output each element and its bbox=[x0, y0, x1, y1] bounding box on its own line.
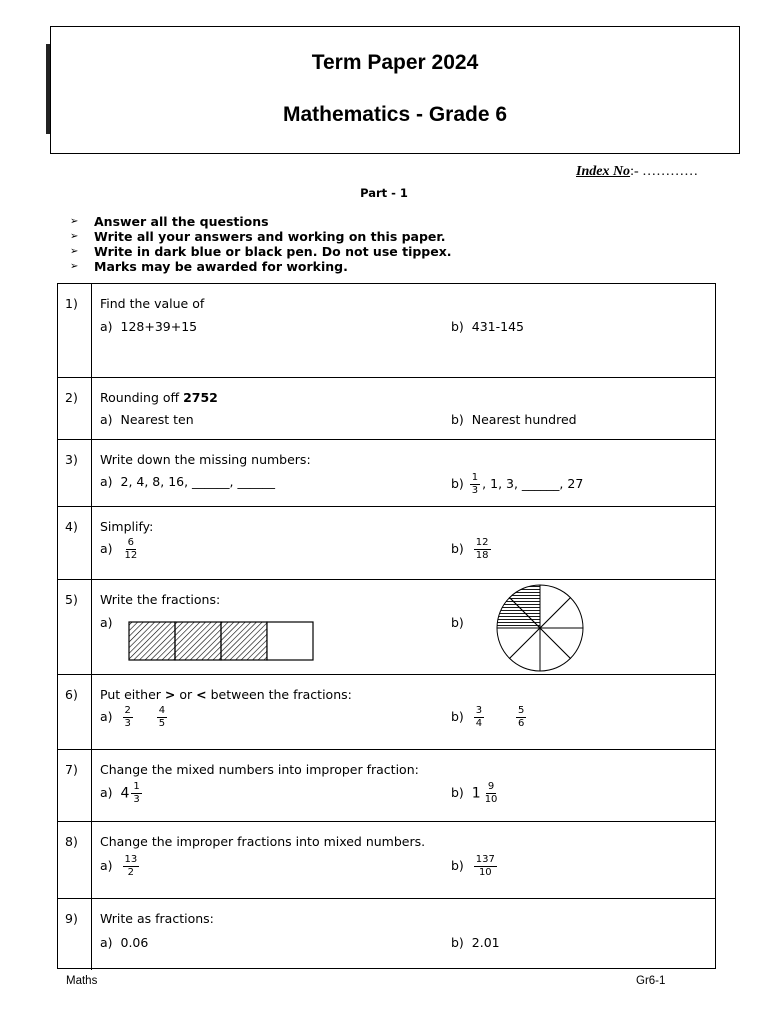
question-prompt: Write down the missing numbers: bbox=[100, 452, 311, 467]
part-a: a) 2, 4, 8, 16, ______, ______ bbox=[100, 474, 275, 489]
question-prompt: Simplify: bbox=[100, 519, 154, 534]
question-number: 2) bbox=[65, 390, 78, 405]
question-number: 4) bbox=[65, 519, 78, 534]
unshaded-part bbox=[267, 622, 313, 660]
part-b: b) $\frac{12}{18}$ bbox=[451, 537, 489, 561]
shaded-part bbox=[129, 622, 175, 660]
part-b: b) $\frac{3}{4}$ $\frac{5}{6}$ bbox=[451, 705, 525, 729]
part-b: b) 1 $\frac{9}{10}$ bbox=[451, 781, 498, 805]
fraction-circle-diagram bbox=[494, 582, 586, 674]
arrow-bullet-icon: ➢ bbox=[70, 246, 79, 257]
question-prompt: Write the fractions: bbox=[100, 592, 221, 607]
instruction-item: ➢ Marks may be awarded for working. bbox=[70, 259, 348, 274]
fraction-bar-diagram bbox=[128, 620, 314, 662]
part-a: a) 4 $\frac{1}{3}$ bbox=[100, 781, 140, 805]
question-number: 7) bbox=[65, 762, 78, 777]
part-heading: Part - 1 bbox=[360, 186, 408, 200]
question-row-6 bbox=[58, 675, 715, 750]
arrow-bullet-icon: ➢ bbox=[70, 216, 79, 227]
question-row-8 bbox=[58, 822, 715, 899]
question-number: 6) bbox=[65, 687, 78, 702]
shaded-part bbox=[175, 622, 221, 660]
footer-code: Gr6-1 bbox=[636, 975, 666, 987]
part-a: a) $\frac{13}{2}$ bbox=[100, 854, 138, 878]
arrow-bullet-icon: ➢ bbox=[70, 231, 79, 242]
less-than-symbol: < bbox=[196, 687, 207, 702]
part-a: a) 128+39+15 bbox=[100, 319, 198, 334]
question-number: 8) bbox=[65, 834, 78, 849]
part-b: b) $\frac{137}{10}$ bbox=[451, 854, 495, 878]
instruction-item: ➢ Write in dark blue or black pen. Do not use tippex. bbox=[70, 244, 452, 259]
question-row-2 bbox=[58, 378, 715, 440]
instruction-item: ➢ Write all your answers and working on this paper. bbox=[70, 229, 446, 244]
question-number: 1) bbox=[65, 296, 78, 311]
part-b: b) Nearest hundred bbox=[451, 412, 577, 427]
footer-subject: Maths bbox=[66, 975, 98, 987]
part-a: a) $\frac{6}{12}$ bbox=[100, 537, 138, 561]
question-number: 3) bbox=[65, 452, 78, 467]
question-prompt: Put either > or < between the fractions: bbox=[100, 687, 352, 702]
question-row-3 bbox=[58, 440, 715, 507]
paper-title: Term Paper 2024 bbox=[311, 51, 479, 74]
question-row-7 bbox=[58, 750, 715, 822]
question-prompt: Rounding off 2752 bbox=[100, 390, 218, 405]
question-row-4 bbox=[58, 507, 715, 580]
question-row-9 bbox=[58, 899, 715, 970]
question-prompt: Write as fractions: bbox=[100, 911, 214, 926]
instructions-list bbox=[70, 214, 452, 274]
question-prompt: Find the value of bbox=[100, 296, 205, 311]
part-b-label: b) bbox=[451, 615, 464, 630]
questions-table bbox=[57, 283, 716, 969]
part-b: b) 2.01 bbox=[451, 935, 500, 950]
question-number: 9) bbox=[65, 911, 78, 926]
part-a-label: a) bbox=[100, 615, 113, 630]
instruction-item: ➢ Answer all the questions bbox=[70, 214, 269, 229]
question-number: 5) bbox=[65, 592, 78, 607]
greater-than-symbol: > bbox=[164, 687, 176, 702]
part-b: b) 431-145 bbox=[451, 319, 524, 334]
part-a: a) Nearest ten bbox=[100, 412, 194, 427]
arrow-bullet-icon: ➢ bbox=[70, 261, 79, 272]
question-row-5 bbox=[58, 580, 715, 675]
part-b: b) $\frac{1}{3}$ , 1, 3, ______, 27 bbox=[451, 472, 584, 496]
part-a: a) 0.06 bbox=[100, 935, 149, 950]
shaded-part bbox=[221, 622, 267, 660]
part-a: a) $\frac{2}{3}$ $\frac{4}{5}$ bbox=[100, 705, 166, 729]
index-blank: :- ………… bbox=[630, 164, 699, 179]
index-number bbox=[576, 164, 698, 180]
paper-subject: Mathematics - Grade 6 bbox=[282, 103, 508, 126]
question-prompt: Change the improper fractions into mixed numbers. bbox=[100, 834, 426, 849]
question-row-1 bbox=[58, 284, 715, 378]
index-label: Index No bbox=[576, 164, 631, 179]
question-prompt: Change the mixed numbers into improper fraction: bbox=[100, 762, 419, 777]
header-box bbox=[50, 26, 740, 154]
